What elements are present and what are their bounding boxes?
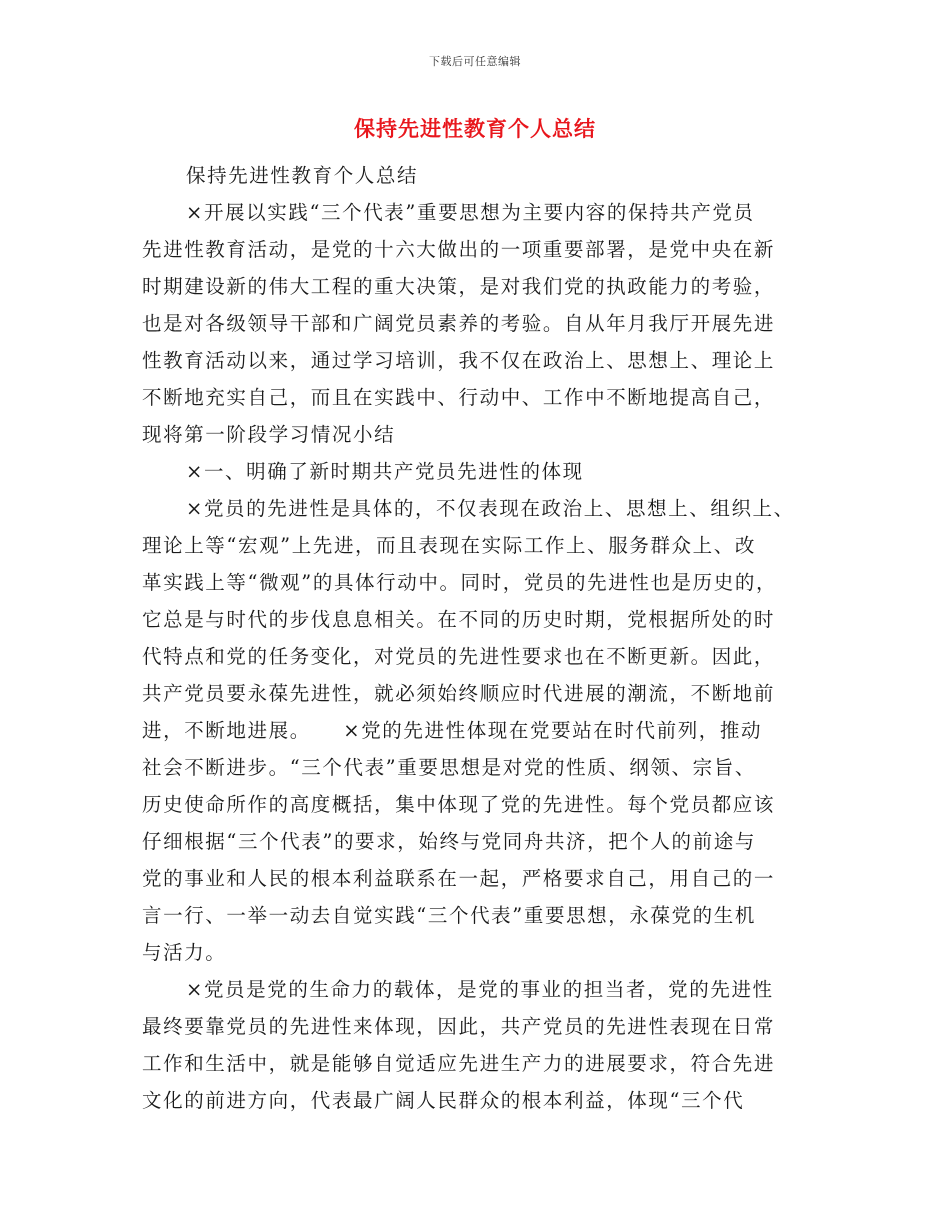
body-line: 进，不断地进展。 ×党的先进性体现在党要站在时代前列，推动: [142, 719, 763, 742]
body-line: 性教育活动以来，通过学习培训，我不仅在政治上、思想上、理论上: [142, 349, 776, 372]
body-line: 与活力。: [142, 941, 227, 964]
document-body: [142, 157, 812, 1119]
body-line: 党的事业和人民的根本利益联系在一起，严格要求自己，用自己的一: [142, 867, 776, 890]
body-line: 它总是与时代的步伐息息相关。在不同的历史时期，党根据所处的时: [142, 608, 776, 631]
body-line: 工作和生活中，就是能够自觉适应先进生产力的进展要求，符合先进: [142, 1052, 776, 1075]
body-line: 社会不断进步。“三个代表”重要思想是对党的性质、纲领、宗旨、: [142, 756, 756, 779]
body-line: 历史使命所作的高度概括，集中体现了党的先进性。每个党员都应该: [142, 793, 776, 816]
body-line: ×开展以实践“三个代表”重要思想为主要内容的保持共产党员: [186, 201, 755, 224]
body-line: 保持先进性教育个人总结: [186, 164, 419, 187]
body-line: 现将第一阶段学习情况小结: [142, 423, 396, 446]
body-line: ×一、明确了新时期共产党员先进性的体现: [186, 460, 584, 483]
body-line: 仔细根据“三个代表”的要求，始终与党同舟共济，把个人的前途与: [142, 830, 756, 853]
header-note: 下载后可任意编辑: [429, 55, 521, 68]
body-line: 理论上等“宏观”上先进，而且表现在实际工作上、服务群众上、改: [142, 534, 756, 557]
body-line: 文化的前进方向，代表最广阔人民群众的根本利益，体现“三个代: [142, 1089, 745, 1112]
document-title: 保持先进性教育个人总结: [354, 117, 596, 141]
body-line: 不断地充实自己，而且在实践中、行动中、工作中不断地提高自己，: [142, 386, 776, 409]
body-line: 革实践上等“微观”的具体行动中。同时，党员的先进性也是历史的，: [142, 571, 778, 594]
body-line: 言一行、一举一动去自觉实践“三个代表”重要思想，永葆党的生机: [142, 904, 756, 927]
body-line: 共产党员要永葆先进性，就必须始终顺应时代进展的潮流，不断地前: [142, 682, 776, 705]
body-line: 先进性教育活动，是党的十六大做出的一项重要部署，是党中央在新: [142, 238, 776, 261]
body-line: 代特点和党的任务变化，对党员的先进性要求也在不断更新。因此，: [142, 645, 776, 668]
body-line: ×党员的先进性是具体的，不仅表现在政治上、思想上、组织上、: [186, 497, 795, 520]
body-line: ×党员是党的生命力的载体，是党的事业的担当者，党的先进性: [186, 978, 774, 1001]
body-line: 时期建设新的伟大工程的重大决策，是对我们党的执政能力的考验，: [142, 275, 776, 298]
body-line: 也是对各级领导干部和广阔党员素养的考验。自从年月我厅开展先进: [142, 312, 776, 335]
body-line: 最终要靠党员的先进性来体现，因此，共产党员的先进性表现在日常: [142, 1015, 776, 1038]
